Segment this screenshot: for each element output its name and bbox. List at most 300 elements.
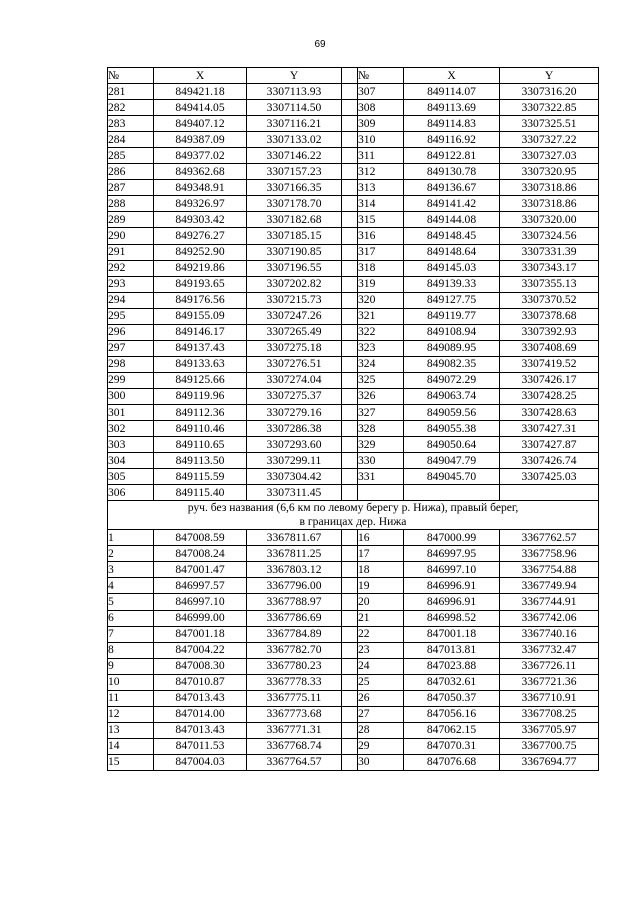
point-number: 297 — [108, 340, 154, 356]
table-row — [108, 308, 599, 324]
column-gap — [342, 228, 358, 244]
x-coordinate: 849047.79 — [404, 453, 500, 469]
caption-line-1: руч. без названия (6,6 км по левому берегу р. Нижа), правый берег, — [187, 501, 519, 515]
x-coordinate: 849377.02 — [154, 148, 247, 164]
y-coordinate: 3307157.23 — [247, 164, 342, 180]
y-coordinate: 3367708.25 — [500, 706, 599, 722]
x-coordinate: 849176.56 — [154, 292, 247, 308]
x-coordinate: 849072.29 — [404, 372, 500, 388]
table-row — [108, 132, 599, 148]
column-gap — [342, 626, 358, 642]
x-coordinate: 846997.10 — [404, 562, 500, 578]
y-coordinate: 3367788.97 — [247, 594, 342, 610]
column-gap — [342, 340, 358, 356]
x-coordinate: 849362.68 — [154, 164, 247, 180]
x-coordinate: 847076.68 — [404, 754, 500, 770]
table-row — [108, 228, 599, 244]
point-number: 303 — [108, 437, 154, 453]
y-coordinate: 3307275.18 — [247, 340, 342, 356]
x-coordinate: 849116.92 — [404, 132, 500, 148]
x-coordinate: 849045.70 — [404, 469, 500, 485]
x-coordinate: 849276.27 — [154, 228, 247, 244]
point-number: 306 — [108, 485, 154, 501]
table-row — [108, 437, 599, 453]
x-coordinate: 849348.91 — [154, 180, 247, 196]
y-coordinate: 3307182.68 — [247, 212, 342, 228]
y-coordinate: 3367811.25 — [247, 546, 342, 562]
point-number: 317 — [358, 244, 404, 260]
table-row — [108, 610, 599, 626]
point-number: 327 — [358, 404, 404, 420]
y-coordinate: 3307275.37 — [247, 388, 342, 404]
y-coordinate: 3307427.31 — [500, 421, 599, 437]
x-coordinate: 849113.50 — [154, 453, 247, 469]
x-coordinate: 849326.97 — [154, 196, 247, 212]
point-number: 2 — [108, 546, 154, 562]
x-coordinate: 849115.40 — [154, 485, 247, 501]
x-coordinate: 849407.12 — [154, 116, 247, 132]
table-row — [108, 530, 599, 546]
y-coordinate: 3367740.16 — [500, 626, 599, 642]
x-coordinate: 849119.96 — [154, 388, 247, 404]
column-gap — [342, 658, 358, 674]
y-coordinate: 3307146.22 — [247, 148, 342, 164]
y-coordinate: 3367744.91 — [500, 594, 599, 610]
y-coordinate: 3307427.87 — [500, 437, 599, 453]
point-number: 324 — [358, 356, 404, 372]
x-coordinate: 849063.74 — [404, 388, 500, 404]
y-coordinate: 3307318.86 — [500, 180, 599, 196]
point-number: 6 — [108, 610, 154, 626]
column-gap — [342, 578, 358, 594]
y-coordinate: 3367784.89 — [247, 626, 342, 642]
table-row — [108, 260, 599, 276]
point-number: 308 — [358, 100, 404, 116]
x-coordinate: 847008.59 — [154, 530, 247, 546]
y-coordinate: 3307116.21 — [247, 116, 342, 132]
point-number: 315 — [358, 212, 404, 228]
y-coordinate: 3307428.63 — [500, 404, 599, 420]
point-number: 283 — [108, 116, 154, 132]
point-number: 285 — [108, 148, 154, 164]
column-gap — [342, 180, 358, 196]
x-coordinate: 849050.64 — [404, 437, 500, 453]
x-coordinate: 847000.99 — [404, 530, 500, 546]
x-coordinate: 847013.81 — [404, 642, 500, 658]
x-coordinate: 849136.67 — [404, 180, 500, 196]
y-coordinate: 3307274.04 — [247, 372, 342, 388]
x-coordinate: 849146.17 — [154, 324, 247, 340]
x-coordinate: 849193.65 — [154, 276, 247, 292]
point-number: 8 — [108, 642, 154, 658]
x-coordinate: 849252.90 — [154, 244, 247, 260]
table-row — [108, 292, 599, 308]
column-gap — [342, 292, 358, 308]
point-number: 3 — [108, 562, 154, 578]
column-gap — [342, 388, 358, 404]
column-gap — [342, 308, 358, 324]
point-number: 9 — [108, 658, 154, 674]
x-coordinate: 849055.38 — [404, 421, 500, 437]
y-coordinate: 3307370.52 — [500, 292, 599, 308]
point-number: 302 — [108, 421, 154, 437]
x-coordinate — [404, 485, 500, 501]
point-number: 331 — [358, 469, 404, 485]
point-number: 310 — [358, 132, 404, 148]
table-row — [108, 100, 599, 116]
column-gap — [342, 453, 358, 469]
x-coordinate: 847032.61 — [404, 674, 500, 690]
y-coordinate: 3367732.47 — [500, 642, 599, 658]
table-row — [108, 469, 599, 485]
x-coordinate: 849155.09 — [154, 308, 247, 324]
y-coordinate: 3307286.38 — [247, 421, 342, 437]
point-number: 288 — [108, 196, 154, 212]
x-coordinate: 847010.87 — [154, 674, 247, 690]
x-coordinate: 849303.42 — [154, 212, 247, 228]
y-coordinate: 3367749.94 — [500, 578, 599, 594]
y-coordinate: 3307419.52 — [500, 356, 599, 372]
y-coordinate: 3307322.85 — [500, 100, 599, 116]
point-number: 23 — [358, 642, 404, 658]
x-coordinate: 849144.08 — [404, 212, 500, 228]
point-number: 4 — [108, 578, 154, 594]
y-coordinate: 3307114.50 — [247, 100, 342, 116]
x-coordinate: 847056.16 — [404, 706, 500, 722]
column-gap — [342, 594, 358, 610]
header-x-right: X — [404, 68, 500, 84]
x-coordinate: 849112.36 — [154, 404, 247, 420]
y-coordinate: 3307327.22 — [500, 132, 599, 148]
point-number: 282 — [108, 100, 154, 116]
column-gap — [342, 244, 358, 260]
y-coordinate: 3367786.69 — [247, 610, 342, 626]
table-row — [108, 738, 599, 754]
x-coordinate: 847070.31 — [404, 738, 500, 754]
point-number: 301 — [108, 404, 154, 420]
y-coordinate — [500, 485, 599, 501]
point-number: 12 — [108, 706, 154, 722]
column-gap — [342, 276, 358, 292]
x-coordinate: 849145.03 — [404, 260, 500, 276]
table-row — [108, 244, 599, 260]
table-row — [108, 196, 599, 212]
table-row — [108, 626, 599, 642]
x-coordinate: 846997.95 — [404, 546, 500, 562]
point-number: 300 — [108, 388, 154, 404]
column-gap — [342, 148, 358, 164]
header-x-left: X — [154, 68, 247, 84]
column-gap — [342, 68, 358, 84]
point-number: 318 — [358, 260, 404, 276]
point-number: 19 — [358, 578, 404, 594]
y-coordinate: 3307166.35 — [247, 180, 342, 196]
column-gap — [342, 437, 358, 453]
y-coordinate: 3307392.93 — [500, 324, 599, 340]
point-number: 329 — [358, 437, 404, 453]
table-row — [108, 562, 599, 578]
column-gap — [342, 116, 358, 132]
y-coordinate: 3307279.16 — [247, 404, 342, 420]
table-row — [108, 356, 599, 372]
y-coordinate: 3367811.67 — [247, 530, 342, 546]
table-row — [108, 674, 599, 690]
section-2-rows — [108, 530, 599, 771]
point-number: 321 — [358, 308, 404, 324]
column-gap — [342, 642, 358, 658]
column-gap — [342, 530, 358, 546]
point-number: 316 — [358, 228, 404, 244]
x-coordinate: 847008.30 — [154, 658, 247, 674]
x-coordinate: 847014.00 — [154, 706, 247, 722]
point-number: 26 — [358, 690, 404, 706]
header-number-left: № — [108, 68, 154, 84]
x-coordinate: 849089.95 — [404, 340, 500, 356]
y-coordinate: 3307293.60 — [247, 437, 342, 453]
x-coordinate: 849122.81 — [404, 148, 500, 164]
x-coordinate: 849137.43 — [154, 340, 247, 356]
x-coordinate: 849219.86 — [154, 260, 247, 276]
point-number: 328 — [358, 421, 404, 437]
table-row — [108, 485, 599, 501]
column-gap — [342, 674, 358, 690]
x-coordinate: 846996.91 — [404, 578, 500, 594]
point-number — [358, 485, 404, 501]
x-coordinate: 849110.46 — [154, 421, 247, 437]
x-coordinate: 846997.57 — [154, 578, 247, 594]
x-coordinate: 847062.15 — [404, 722, 500, 738]
table-row — [108, 421, 599, 437]
point-number: 330 — [358, 453, 404, 469]
point-number: 11 — [108, 690, 154, 706]
x-coordinate: 849115.59 — [154, 469, 247, 485]
caption-row — [108, 501, 599, 530]
x-coordinate: 849082.35 — [404, 356, 500, 372]
point-number: 293 — [108, 276, 154, 292]
y-coordinate: 3367710.91 — [500, 690, 599, 706]
table-row — [108, 84, 599, 100]
y-coordinate: 3367721.36 — [500, 674, 599, 690]
point-number: 15 — [108, 754, 154, 770]
point-number: 30 — [358, 754, 404, 770]
point-number: 16 — [358, 530, 404, 546]
column-gap — [342, 738, 358, 754]
point-number: 287 — [108, 180, 154, 196]
y-coordinate: 3307178.70 — [247, 196, 342, 212]
x-coordinate: 847013.43 — [154, 690, 247, 706]
y-coordinate: 3307428.25 — [500, 388, 599, 404]
x-coordinate: 849125.66 — [154, 372, 247, 388]
x-coordinate: 846996.91 — [404, 594, 500, 610]
y-coordinate: 3367726.11 — [500, 658, 599, 674]
y-coordinate: 3307425.03 — [500, 469, 599, 485]
x-coordinate: 849110.65 — [154, 437, 247, 453]
point-number: 290 — [108, 228, 154, 244]
table-row — [108, 594, 599, 610]
y-coordinate: 3307316.20 — [500, 84, 599, 100]
y-coordinate: 3307311.45 — [247, 485, 342, 501]
point-number: 326 — [358, 388, 404, 404]
point-number: 28 — [358, 722, 404, 738]
y-coordinate: 3307324.56 — [500, 228, 599, 244]
x-coordinate: 849059.56 — [404, 404, 500, 420]
y-coordinate: 3367780.23 — [247, 658, 342, 674]
point-number: 292 — [108, 260, 154, 276]
table-row — [108, 722, 599, 738]
point-number: 281 — [108, 84, 154, 100]
y-coordinate: 3307185.15 — [247, 228, 342, 244]
x-coordinate: 849108.94 — [404, 324, 500, 340]
x-coordinate: 849414.05 — [154, 100, 247, 116]
x-coordinate: 846999.00 — [154, 610, 247, 626]
point-number: 20 — [358, 594, 404, 610]
point-number: 320 — [358, 292, 404, 308]
y-coordinate: 3307426.74 — [500, 453, 599, 469]
y-coordinate: 3367803.12 — [247, 562, 342, 578]
table-row — [108, 372, 599, 388]
point-number: 307 — [358, 84, 404, 100]
x-coordinate: 849119.77 — [404, 308, 500, 324]
x-coordinate: 849114.83 — [404, 116, 500, 132]
x-coordinate: 847004.22 — [154, 642, 247, 658]
page-number: 69 — [314, 39, 326, 50]
point-number: 1 — [108, 530, 154, 546]
column-gap — [342, 546, 358, 562]
point-number: 21 — [358, 610, 404, 626]
y-coordinate: 3307202.82 — [247, 276, 342, 292]
point-number: 312 — [358, 164, 404, 180]
y-coordinate: 3307299.11 — [247, 453, 342, 469]
point-number: 294 — [108, 292, 154, 308]
point-number: 18 — [358, 562, 404, 578]
y-coordinate: 3367700.75 — [500, 738, 599, 754]
column-gap — [342, 372, 358, 388]
point-number: 299 — [108, 372, 154, 388]
point-number: 309 — [358, 116, 404, 132]
table-row — [108, 324, 599, 340]
y-coordinate: 3307327.03 — [500, 148, 599, 164]
y-coordinate: 3367705.97 — [500, 722, 599, 738]
point-number: 24 — [358, 658, 404, 674]
x-coordinate: 849421.18 — [154, 84, 247, 100]
y-coordinate: 3367768.74 — [247, 738, 342, 754]
x-coordinate: 849141.42 — [404, 196, 500, 212]
table-row — [108, 453, 599, 469]
x-coordinate: 849387.09 — [154, 132, 247, 148]
point-number: 289 — [108, 212, 154, 228]
x-coordinate: 849114.07 — [404, 84, 500, 100]
column-gap — [342, 485, 358, 501]
column-gap — [342, 421, 358, 437]
table-row — [108, 642, 599, 658]
header-y-left: Y — [247, 68, 342, 84]
caption-line-2: в границах дер. Нижа — [299, 515, 407, 529]
y-coordinate: 3367775.11 — [247, 690, 342, 706]
point-number: 17 — [358, 546, 404, 562]
point-number: 22 — [358, 626, 404, 642]
column-gap — [342, 212, 358, 228]
point-number: 323 — [358, 340, 404, 356]
point-number: 298 — [108, 356, 154, 372]
x-coordinate: 847001.18 — [404, 626, 500, 642]
y-coordinate: 3307426.17 — [500, 372, 599, 388]
point-number: 284 — [108, 132, 154, 148]
table-row — [108, 754, 599, 770]
point-number: 10 — [108, 674, 154, 690]
column-gap — [342, 706, 358, 722]
point-number: 29 — [358, 738, 404, 754]
x-coordinate: 847023.88 — [404, 658, 500, 674]
x-coordinate: 847013.43 — [154, 722, 247, 738]
x-coordinate: 847008.24 — [154, 546, 247, 562]
y-coordinate: 3367762.57 — [500, 530, 599, 546]
point-number: 291 — [108, 244, 154, 260]
table-row — [108, 164, 599, 180]
y-coordinate: 3367771.31 — [247, 722, 342, 738]
x-coordinate: 849133.63 — [154, 356, 247, 372]
point-number: 305 — [108, 469, 154, 485]
x-coordinate: 846997.10 — [154, 594, 247, 610]
x-coordinate: 849148.64 — [404, 244, 500, 260]
column-gap — [342, 404, 358, 420]
y-coordinate: 3307408.69 — [500, 340, 599, 356]
y-coordinate: 3307113.93 — [247, 84, 342, 100]
table-row — [108, 212, 599, 228]
x-coordinate: 846998.52 — [404, 610, 500, 626]
x-coordinate: 847050.37 — [404, 690, 500, 706]
section-caption — [108, 501, 599, 530]
column-gap — [342, 690, 358, 706]
table-row — [108, 276, 599, 292]
y-coordinate: 3307196.55 — [247, 260, 342, 276]
y-coordinate: 3307331.39 — [500, 244, 599, 260]
point-number: 7 — [108, 626, 154, 642]
x-coordinate: 849130.78 — [404, 164, 500, 180]
column-gap — [342, 260, 358, 276]
column-gap — [342, 84, 358, 100]
table-row — [108, 148, 599, 164]
y-coordinate: 3307343.17 — [500, 260, 599, 276]
x-coordinate: 849113.69 — [404, 100, 500, 116]
y-coordinate: 3307355.13 — [500, 276, 599, 292]
table-row — [108, 340, 599, 356]
point-number: 325 — [358, 372, 404, 388]
y-coordinate: 3307276.51 — [247, 356, 342, 372]
table-row — [108, 690, 599, 706]
table-row — [108, 546, 599, 562]
section-1-rows — [108, 84, 599, 501]
y-coordinate: 3307378.68 — [500, 308, 599, 324]
column-gap — [342, 100, 358, 116]
x-coordinate: 847011.53 — [154, 738, 247, 754]
column-gap — [342, 324, 358, 340]
point-number: 13 — [108, 722, 154, 738]
y-coordinate: 3307265.49 — [247, 324, 342, 340]
y-coordinate: 3367764.57 — [247, 754, 342, 770]
y-coordinate: 3307133.02 — [247, 132, 342, 148]
column-gap — [342, 610, 358, 626]
point-number: 286 — [108, 164, 154, 180]
point-number: 25 — [358, 674, 404, 690]
y-coordinate: 3307320.00 — [500, 212, 599, 228]
column-gap — [342, 196, 358, 212]
y-coordinate: 3307325.51 — [500, 116, 599, 132]
y-coordinate: 3367782.70 — [247, 642, 342, 658]
header-number-right: № — [358, 68, 404, 84]
column-gap — [342, 754, 358, 770]
y-coordinate: 3307215.73 — [247, 292, 342, 308]
y-coordinate: 3307320.95 — [500, 164, 599, 180]
